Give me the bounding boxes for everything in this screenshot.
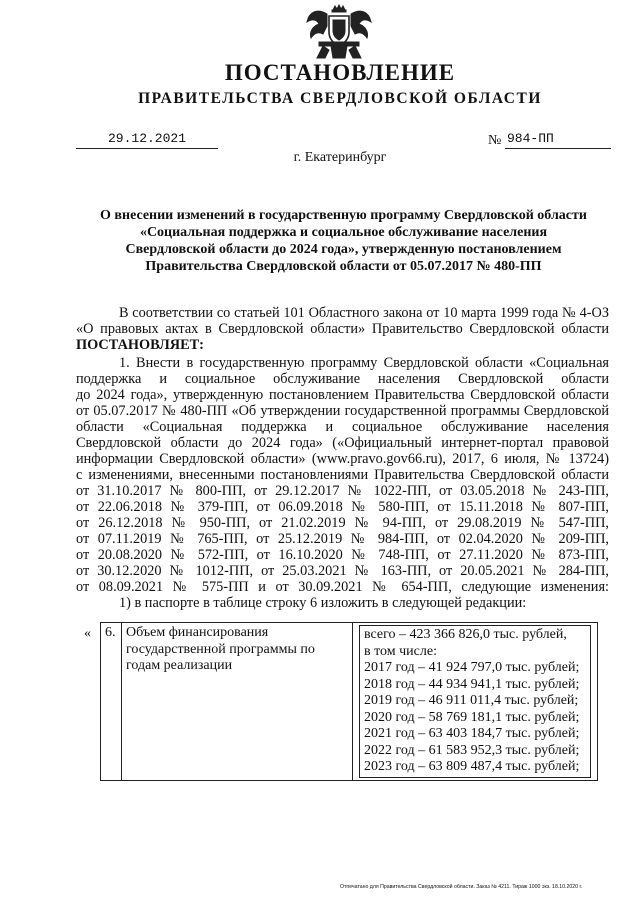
title-line: Свердловской области до 2024 года», утвержденную постановлением	[125, 242, 562, 257]
document-date: 29.12.2021	[76, 130, 218, 149]
table-row	[101, 623, 598, 781]
opening-quote: «	[84, 626, 91, 641]
value-line: 2018 год – 44 934 941,1 тыс. рублей;	[364, 676, 580, 692]
body-line: информации Свердловской области» (www.pravo.gov66.ru), 2017, 6 июля, № 13724)	[76, 451, 609, 467]
title-line: «Социальная поддержка и социальное обслуживание населения	[139, 225, 548, 240]
body-line: с изменениями, внесенными постановлениями Правительства Свердловской области	[76, 467, 609, 483]
value-line: 2021 год – 63 403 184,7 тыс. рублей;	[364, 726, 580, 741]
value-line: в том числе:	[364, 643, 437, 659]
body-line: от 26.12.2018 № 950-ПП, от 21.02.2019 № 94-ПП, от 29.08.2019 № 547-ПП,	[76, 515, 609, 531]
title-line: Правительства Свердловской области от 05.07.2017 № 480-ПП	[145, 259, 542, 274]
body-line: от 30.12.2020 № 1012-ПП, от 25.03.2021 № 163-ПП, от 20.05.2021 № 284-ПП,	[76, 563, 609, 579]
body-line: от 31.10.2017 № 800-ПП, от 29.12.2017 № 1022-ПП, от 03.05.2018 № 243-ПП,	[76, 483, 609, 499]
row-name: Объем финансирования государственной программы по годам реализации	[122, 623, 353, 781]
document-type: ПОСТАНОВЛЕНИЕ	[224, 60, 456, 85]
print-footer: Отпечатано для Правительства Свердловской области. Заказ № 4211. Тираж 1000 экз. 18.10.2020 г.	[340, 884, 583, 890]
value-line: 2017 год – 41 924 797,0 тыс. рублей;	[364, 660, 580, 675]
title-line: О внесении изменений в государственную программу Свердловской области	[100, 208, 587, 223]
body-line: от 07.11.2019 № 765-ПП, от 25.12.2019 № 984-ПП, от 02.04.2020 № 209-ПП,	[76, 531, 609, 547]
body-line: от 08.09.2021 № 575-ПП и от 30.09.2021 № 654-ПП, следующие изменения:	[76, 579, 609, 595]
body-line: от 20.08.2020 № 572-ПП, от 16.10.2020 № 748-ПП, от 27.11.2020 № 873-ПП,	[76, 547, 609, 563]
value-line: 2019 год – 46 911 011,4 тыс. рублей;	[364, 693, 579, 708]
body-line: Свердловской области до 2024 года» («Официальный интернет-портал правовой	[76, 435, 609, 451]
row-number: 6.	[101, 623, 122, 781]
values-box	[359, 625, 591, 778]
row-values	[353, 623, 598, 781]
financing-table	[100, 622, 598, 781]
value-line: всего – 423 366 826,0 тыс. рублей,	[364, 627, 567, 642]
value-line: 2023 год – 63 809 487,4 тыс. рублей;	[364, 759, 580, 774]
document-title	[76, 207, 611, 275]
body-line: В соответствии со статьей 101 Областного закона от 10 марта 1999 года № 4-ОЗ	[119, 305, 609, 321]
body-line: поддержка и социальное обслуживание населения Свердловской области	[76, 371, 609, 387]
value-line: 2020 год – 58 769 181,1 тыс. рублей;	[364, 709, 580, 725]
preamble	[76, 305, 609, 353]
issuing-authority: ПРАВИТЕЛЬСТВА СВЕРДЛОВСКОЙ ОБЛАСТИ	[138, 90, 542, 107]
body-line: области «Социальная поддержка и социальное обслуживание населения	[76, 419, 609, 435]
body-line: от 05.07.2017 № 480-ПП «Об утверждении государственной программы Свердловской	[76, 403, 609, 419]
resolves-heading: ПОСТАНОВЛЯЕТ:	[76, 337, 204, 353]
number-label: №	[488, 133, 502, 148]
body-line: 1. Внести в государственную программу Свердловской области «Социальная	[119, 355, 609, 371]
body-line: «О правовых актах в Свердловской области» Правительство Свердловской области	[76, 321, 609, 337]
value-line: 2022 год – 61 583 952,3 тыс. рублей;	[364, 742, 580, 758]
document-number: 984-ПП	[505, 130, 611, 149]
body-line: от 22.06.2018 № 379-ПП, от 06.09.2018 № 580-ПП, от 15.11.2018 № 807-ПП,	[76, 499, 609, 515]
city: г. Екатеринбург	[293, 150, 387, 165]
body-line: 1) в паспорте в таблице строку 6 изложить в следующей редакции:	[119, 595, 527, 611]
paragraph-1	[76, 355, 609, 611]
coat-of-arms-icon	[303, 4, 375, 62]
body-line: до 2024 года», утвержденную постановлением Правительства Свердловской области	[76, 387, 609, 403]
